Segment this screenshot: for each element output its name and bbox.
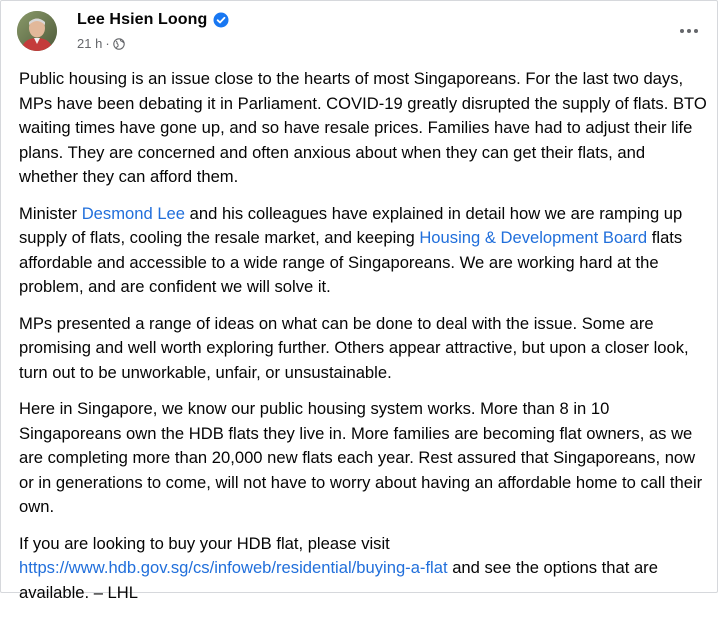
author-name[interactable]: Lee Hsien Loong — [77, 11, 208, 28]
post-paragraph-1: Public housing is an issue close to the hearts of most Singaporeans. For the last two days, MPs have been debating it in Parliament. COVID-19 greatly disrupted the supply of flats. BTO waiting times have gone up, and so have resale prices. Families have had to adjust their life plans. They are concerned and often anxious about when they can get their flats, and whether they can afford them. — [19, 69, 707, 186]
post-meta — [77, 36, 125, 51]
post-paragraph-2 — [19, 202, 707, 300]
paragraph-text: If you are looking to buy your HDB flat, please visit — [19, 533, 390, 553]
meta-separator: · — [105, 36, 110, 51]
post-header — [17, 9, 707, 59]
hdb-url-link[interactable]: https://www.hdb.gov.sg/cs/infoweb/residential/buying-a-flat — [19, 558, 448, 577]
paragraph-text: and his colleagues have explained in detail how we are ramping up supply of flats, cooling the resale market, and keeping — [19, 203, 683, 247]
paragraph-text: and see the options that are available. – LHL — [19, 558, 658, 602]
post-paragraph-4: Here in Singapore, we know our public housing system works. More than 8 in 10 Singaporeans own the HDB flats they live in. More families are becoming flat owners, as we are completing more than 20,000 new flats each year. Rest assured that Singaporeans, now or in generations to come, will not have to worry about having an affordable home to call their own. — [19, 399, 703, 516]
paragraph-text: Minister — [19, 203, 82, 223]
post-paragraph-3: MPs presented a range of ideas on what can be done to deal with the issue. Some are promising and well worth exploring further. Others appear attractive, but upon a closer look, turn out to be unworkable, unfair, or unsustainable. — [19, 313, 689, 382]
post-content — [19, 67, 707, 617]
globe-icon[interactable] — [113, 38, 125, 50]
more-options-button[interactable] — [671, 19, 707, 43]
author-name-row — [77, 11, 229, 29]
more-options-icon — [679, 28, 699, 34]
post-paragraph-5 — [19, 532, 707, 606]
paragraph-text: flats affordable and accessible to a wide range of Singaporeans. We are working hard at the problem, and are confident we will solve it. — [19, 228, 683, 296]
desmond-lee-link[interactable]: Desmond Lee — [81, 203, 186, 223]
verified-badge-icon — [213, 12, 229, 28]
post-timestamp[interactable]: 21 h — [77, 36, 103, 51]
hdb-page-link[interactable]: Housing & Development Board — [419, 228, 648, 247]
author-avatar[interactable] — [17, 11, 57, 51]
